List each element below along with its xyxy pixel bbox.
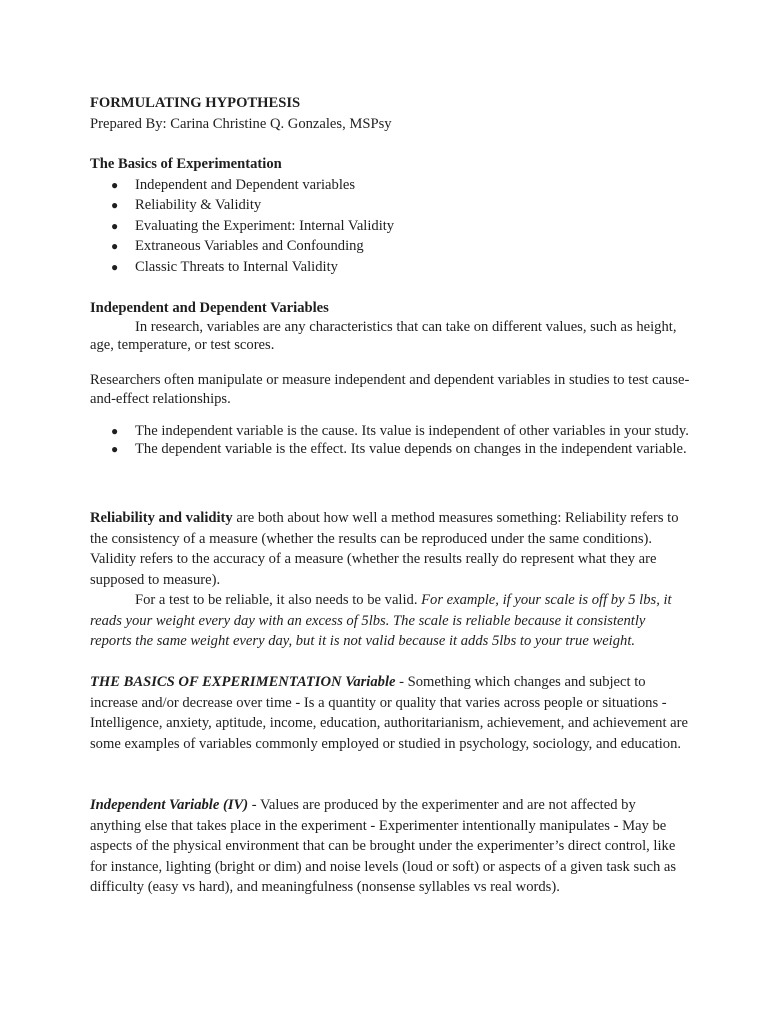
ivdv-paragraph-1: In research, variables are any characteristics that can take on different values, such as height, age, temperature, or test scores. <box>90 318 677 353</box>
reliability-paragraph-2: For a test to be reliable, it also needs to be valid. For example, if your scale is off by 5 lbs, it reads your weight every day with an excess of 5lbs. The scale is reliable because it consistently reports the same weight every day, but it is not valid because it adds 5lbs to your true weight. <box>90 592 672 649</box>
bullet-icon: ● <box>111 239 119 253</box>
bullet-icon: ● <box>111 442 119 456</box>
ivdv-section <box>90 299 690 355</box>
bullet-icon: ● <box>111 198 119 212</box>
reliability-paragraph-1: Reliability and validity are both about how well a method measures something: Reliability refers to the consistency of a measure (whether the results can be reproduced under the same conditions). Validity refers to the accuracy of a measure (whether the results really do represent what they are supposed to measure). <box>90 510 679 588</box>
variable-paragraph: THE BASICS OF EXPERIMENTATION Variable - Something which changes and subject to increase and/or decrease over time - Is a quantity or quality that varies across people or situations - Intelligence, anxiety, aptitude, income, education, authoritarianism, achievement, and achievement are some examples of variables commonly employed or studied in psychology, sociology, and education. <box>90 674 688 752</box>
basics-heading: The Basics of Experimentation <box>90 156 282 172</box>
list-item: ● Reliability & Validity <box>90 195 690 216</box>
independent-section <box>90 795 690 898</box>
basics-section <box>90 154 690 277</box>
ivdv-heading: Independent and Dependent Variables <box>90 300 329 316</box>
bullet-icon: ● <box>111 424 119 438</box>
prepared-by: Prepared By: Carina Christine Q. Gonzales, MSPsy <box>90 115 392 132</box>
list-item: ● Independent and Dependent variables <box>90 175 690 196</box>
ivdv-bullets <box>90 422 690 458</box>
variable-section <box>90 672 690 754</box>
ivdv-paragraph-2-block <box>90 371 690 408</box>
reliability-section <box>90 508 690 652</box>
list-item: ● The dependent variable is the effect. Its value depends on changes in the independent variable. <box>111 441 687 457</box>
document-header <box>90 93 690 134</box>
list-item: ● Classic Threats to Internal Validity <box>90 257 690 278</box>
list-item: ● Evaluating the Experiment: Internal Validity <box>90 216 690 237</box>
bullet-icon: ● <box>111 177 119 192</box>
ivdv-list <box>90 422 690 458</box>
bullet-icon: ● <box>111 259 119 274</box>
list-item: ● Extraneous Variables and Confounding <box>90 236 690 257</box>
ivdv-paragraph-2: Researchers often manipulate or measure independent and dependent variables in studies to test cause-and-effect relationships. <box>90 372 690 407</box>
document-title: FORMULATING HYPOTHESIS <box>90 95 301 111</box>
list-item: ● The independent variable is the cause. Its value is independent of other variables in your study. <box>111 423 689 439</box>
independent-paragraph: Independent Variable (IV) - Values are produced by the experimenter and are not affected by anything else that takes place in the experiment - Experimenter intentionally manipulates - May be aspects of the physical environment that can be brought under the experimenter’s direct control, like for instance, lighting (bright or dim) and noise levels (loud or soft) or aspects of a given task such as difficulty (easy vs hard), and meaningfulness (nonsense syllables vs real words). <box>90 797 677 895</box>
basics-list <box>90 175 690 278</box>
bullet-icon: ● <box>111 218 119 233</box>
